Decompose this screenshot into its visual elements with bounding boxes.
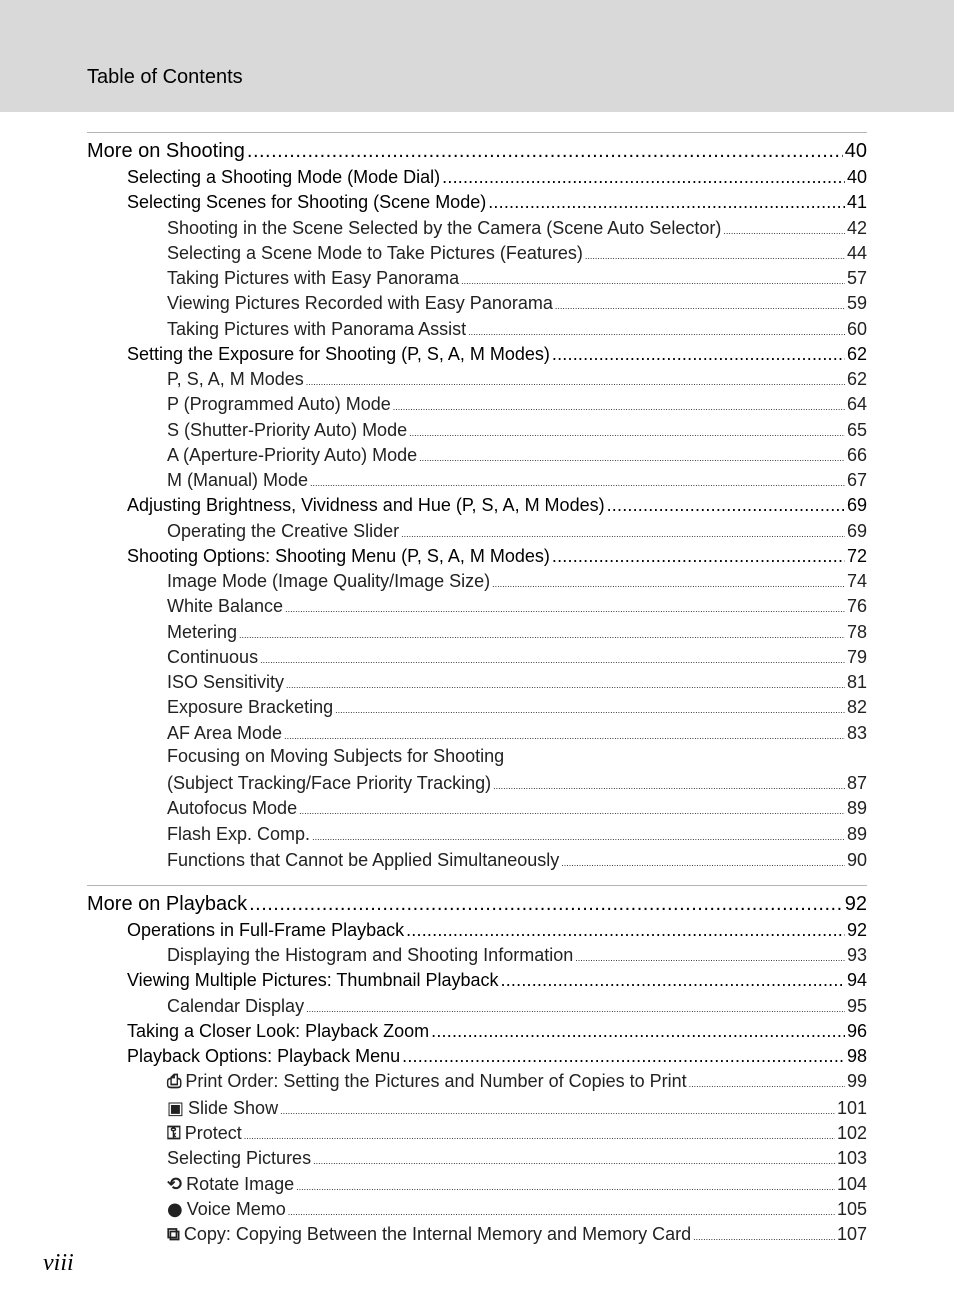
- toc-entry[interactable]: [0, 672, 867, 693]
- toc-entry[interactable]: [0, 1046, 867, 1067]
- toc-entry-text: Selecting Scenes for Shooting (Scene Mode): [127, 192, 487, 212]
- header-title: Table of Contents: [87, 66, 243, 88]
- toc-entry[interactable]: [0, 893, 867, 916]
- toc-page-number: 41: [846, 192, 867, 212]
- toc-page-number: 92: [844, 893, 867, 915]
- toc-entry-text: Continuous: [167, 647, 259, 667]
- toc-entry-title: [167, 996, 304, 1017]
- toc-page-number: 87: [846, 773, 867, 793]
- toc-entry-title: [167, 773, 491, 794]
- toc-entry-title: [167, 369, 304, 390]
- toc-entry-title: [167, 470, 308, 491]
- toc-entry-text: Image Mode (Image Quality/Image Size): [167, 571, 491, 591]
- toc-entry-title: [127, 1046, 400, 1067]
- dot-leader: [442, 167, 845, 188]
- toc-entry-text: Operating the Creative Slider: [167, 521, 400, 541]
- toc-page-number: 66: [846, 445, 867, 465]
- toc-page-number: 94: [846, 970, 867, 990]
- dot-leader: [488, 192, 845, 213]
- toc-page-number: 83: [846, 723, 867, 743]
- toc-entry-text: Selecting a Shooting Mode (Mode Dial): [127, 167, 441, 187]
- toc-page-number: 42: [846, 218, 867, 238]
- toc-entry-text: (Subject Tracking/Face Priority Tracking): [167, 773, 492, 793]
- dot-leader: [431, 1021, 845, 1042]
- toc-entry-text: Viewing Pictures Recorded with Easy Panorama: [167, 293, 553, 313]
- toc-entry-title: [167, 293, 553, 314]
- toc-entry-title: [167, 723, 282, 744]
- dot-leader: [312, 832, 845, 842]
- toc-entry-text: Rotate Image: [186, 1174, 295, 1194]
- dot-leader: [393, 402, 845, 412]
- toc-entry-text: White Balance: [167, 596, 284, 616]
- dot-leader: [693, 1232, 835, 1242]
- section-divider: [87, 132, 867, 133]
- toc-entry-text: Flash Exp. Comp.: [167, 824, 311, 844]
- toc-page-number: 92: [846, 920, 867, 940]
- toc-page-number: 89: [846, 798, 867, 818]
- toc-entry-text: Metering: [167, 622, 238, 642]
- toc-entry[interactable]: [0, 218, 867, 239]
- toc-entry-title: [87, 893, 247, 916]
- toc-entry-text: Selecting a Scene Mode to Take Pictures (Features): [167, 243, 583, 263]
- dot-leader: [285, 604, 845, 614]
- dot-leader: [249, 893, 843, 916]
- toc-entry-title: [167, 445, 417, 466]
- toc-page-number: 104: [836, 1174, 867, 1194]
- toc-entry[interactable]: [0, 546, 867, 567]
- toc-page-number: 105: [836, 1199, 867, 1219]
- toc-entry[interactable]: [0, 369, 867, 390]
- toc-entry[interactable]: [0, 1174, 867, 1195]
- dot-leader: [306, 1004, 845, 1014]
- toc-entry[interactable]: [0, 647, 867, 668]
- toc-entry-text: Taking a Closer Look: Playback Zoom: [127, 1021, 430, 1041]
- toc-entry-title: [167, 697, 333, 718]
- toc-entry[interactable]: [0, 344, 867, 365]
- toc-page-number: 62: [846, 344, 867, 364]
- section-divider: [87, 885, 867, 886]
- toc-entry-text: Copy: Copying Between the Internal Memory and Memory Card: [183, 1224, 692, 1244]
- toc-entry-title: [167, 672, 284, 693]
- toc-entry-title: [167, 824, 310, 845]
- toc-entry[interactable]: [0, 1224, 867, 1245]
- toc-entry-text: A (Aperture-Priority Auto) Mode: [167, 445, 418, 465]
- dot-leader: [239, 630, 845, 640]
- toc-page-number: 107: [836, 1224, 867, 1244]
- toc-entry[interactable]: [0, 773, 867, 794]
- toc-entry[interactable]: [0, 1071, 867, 1092]
- toc-entry-title: [167, 268, 459, 289]
- toc-page-number: 64: [846, 394, 867, 414]
- toc-entry-title: [127, 167, 440, 188]
- toc-entry[interactable]: [0, 824, 867, 845]
- dot-leader: [607, 495, 845, 516]
- toc-entry-text: Playback Options: Playback Menu: [127, 1046, 401, 1066]
- dot-leader: [260, 655, 845, 665]
- toc-page-number: 59: [846, 293, 867, 313]
- toc-entry-title: [127, 920, 404, 941]
- toc-page-number: 40: [844, 140, 867, 162]
- toc-entry-text: Taking Pictures with Panorama Assist: [167, 319, 467, 339]
- toc-entry[interactable]: [0, 996, 867, 1017]
- toc-entry-text: P, S, A, M Modes: [167, 369, 304, 389]
- toc-entry[interactable]: [0, 268, 867, 289]
- toc-entry-text: Adjusting Brightness, Vividness and Hue (P, S, A, M Modes): [127, 495, 605, 515]
- toc-page-number: 96: [846, 1021, 867, 1041]
- dot-leader: [335, 705, 845, 715]
- toc-entry-text: M (Manual) Mode: [167, 470, 309, 490]
- toc-entry[interactable]: [0, 1123, 867, 1144]
- toc-entry[interactable]: [0, 798, 867, 819]
- dot-leader: [561, 858, 845, 868]
- toc-entry[interactable]: [0, 1098, 867, 1119]
- toc-entry-title: [167, 647, 258, 668]
- toc-entry[interactable]: [0, 470, 867, 491]
- dot-leader: [406, 920, 845, 941]
- toc-entry-title: [127, 192, 486, 213]
- toc-entry-text: Calendar Display: [167, 996, 305, 1016]
- dot-leader: [402, 1046, 845, 1067]
- toc-entry-title: [167, 1199, 286, 1220]
- toc-entry-text: Shooting Options: Shooting Menu (P, S, A, M Modes): [127, 546, 550, 566]
- dot-leader: [288, 1207, 835, 1217]
- toc-entry[interactable]: [0, 850, 867, 871]
- toc-entry[interactable]: [0, 495, 867, 516]
- toc-entry-title: [167, 1224, 691, 1245]
- toc-page-number: 98: [846, 1046, 867, 1066]
- toc-page-number: 65: [846, 420, 867, 440]
- toc-page-number: 103: [836, 1148, 867, 1168]
- toc-entry-title: [167, 420, 407, 441]
- toc-entry-title: [127, 495, 605, 516]
- toc-entry-title: [167, 1123, 242, 1144]
- dot-leader: [419, 453, 845, 463]
- slide-show-icon: ▣: [167, 1098, 185, 1119]
- header-band: [0, 0, 954, 112]
- toc-entry-text: S (Shutter-Priority Auto) Mode: [167, 420, 408, 440]
- toc-page-number: 60: [846, 319, 867, 339]
- toc-entry-text: Protect: [184, 1123, 242, 1143]
- dot-leader: [310, 478, 845, 488]
- toc-entry-text: Exposure Bracketing: [167, 697, 334, 717]
- toc-entry[interactable]: [0, 723, 867, 744]
- toc-entry-title: [167, 521, 399, 542]
- toc-entry-title: [167, 945, 573, 966]
- toc-entry[interactable]: [0, 622, 867, 643]
- toc-entry[interactable]: [0, 1199, 867, 1220]
- toc-entry[interactable]: [0, 1148, 867, 1169]
- toc-page-number: 99: [846, 1071, 867, 1091]
- toc-entry-text: Functions that Cannot be Applied Simultaneously: [167, 850, 560, 870]
- toc-entry-text: Slide Show: [188, 1098, 279, 1118]
- toc-page-number: 82: [846, 697, 867, 717]
- toc-entry-text: ISO Sensitivity: [167, 672, 285, 692]
- toc-entry[interactable]: [0, 571, 867, 592]
- toc-entry-title: [167, 319, 466, 340]
- dot-leader: [296, 1182, 835, 1192]
- toc-page-number: 44: [846, 243, 867, 263]
- toc-entry-text: Print Order: Setting the Pictures and Number of Copies to Print: [185, 1071, 687, 1091]
- toc-entry[interactable]: [0, 697, 867, 718]
- toc-entry[interactable]: [0, 970, 867, 991]
- toc-entry-title: [127, 546, 550, 567]
- toc-entry[interactable]: [0, 920, 867, 941]
- toc-entry-text: Setting the Exposure for Shooting (P, S, A, M Modes): [127, 344, 550, 364]
- dot-leader: [280, 1106, 835, 1116]
- toc-entry-title: [127, 344, 550, 365]
- dot-leader: [468, 327, 845, 337]
- toc-entry-text: AF Area Mode: [167, 723, 283, 743]
- dot-leader: [409, 428, 845, 438]
- dot-leader: [306, 377, 845, 387]
- toc-entry-text: Operations in Full-Frame Playback: [127, 920, 405, 940]
- toc-entry-text: Viewing Multiple Pictures: Thumbnail Playback: [127, 970, 499, 990]
- toc-entry-title: Focusing on Moving Subjects for Shooting: [167, 746, 505, 766]
- toc-entry[interactable]: [0, 192, 867, 213]
- toc-page-number: 67: [846, 470, 867, 490]
- toc-entry[interactable]: [0, 167, 867, 188]
- toc-entry[interactable]: [0, 140, 867, 163]
- toc-page-number: 57: [846, 268, 867, 288]
- toc-entry[interactable]: [0, 521, 867, 542]
- dot-leader: [401, 529, 845, 539]
- toc-entry-title: [127, 1021, 429, 1042]
- dot-leader: [299, 806, 845, 816]
- toc-entry-title: [167, 798, 297, 819]
- toc-entry[interactable]: [0, 319, 867, 340]
- dot-leader: [555, 301, 845, 311]
- toc-entry[interactable]: [0, 243, 867, 264]
- dot-leader: [286, 680, 845, 690]
- toc-entry-text: Displaying the Histogram and Shooting Information: [167, 945, 574, 965]
- toc-page-number: 101: [836, 1098, 867, 1118]
- toc-entry-text: More on Shooting: [87, 140, 245, 162]
- toc-page-number: 102: [836, 1123, 867, 1143]
- dot-leader: [244, 1131, 835, 1141]
- toc-page-number: 90: [846, 850, 867, 870]
- dot-leader: [501, 970, 845, 991]
- toc-entry-title: [167, 622, 237, 643]
- toc-page-number: 81: [846, 672, 867, 692]
- page-number: viii: [43, 1250, 74, 1276]
- toc-entry[interactable]: [0, 945, 867, 966]
- key-icon: ⚿: [167, 1123, 181, 1144]
- toc-entry[interactable]: [0, 445, 867, 466]
- dot-leader: [552, 344, 845, 365]
- dot-leader: [313, 1156, 835, 1166]
- toc-page-number: 69: [846, 521, 867, 541]
- toc-entry[interactable]: [0, 420, 867, 441]
- toc-entry-title: [167, 1174, 294, 1195]
- toc-entry-text: P (Programmed Auto) Mode: [167, 394, 391, 414]
- toc-page-number: 74: [846, 571, 867, 591]
- toc-entry-text: Selecting Pictures: [167, 1148, 312, 1168]
- toc-entry-title: [127, 970, 499, 991]
- toc-entry-title: [167, 596, 283, 617]
- toc-entry-title: [167, 1071, 687, 1092]
- dot-leader: [247, 140, 843, 163]
- toc-entry-title: [167, 218, 721, 239]
- toc-page-number: 89: [846, 824, 867, 844]
- print-order-icon: ⎙: [167, 1071, 182, 1092]
- dot-leader: [492, 579, 845, 589]
- toc-page-number: 40: [846, 167, 867, 187]
- toc-page-number: 95: [846, 996, 867, 1016]
- toc-page-number: 93: [846, 945, 867, 965]
- copy-icon: ⧉: [167, 1224, 180, 1245]
- toc-entry-text: Voice Memo: [186, 1199, 286, 1219]
- dot-leader: [461, 276, 845, 286]
- toc-page-number: 69: [846, 495, 867, 515]
- toc-entry-title: [167, 243, 583, 264]
- toc-entry[interactable]: [0, 293, 867, 314]
- toc-entry-text: Autofocus Mode: [167, 798, 298, 818]
- dot-leader: [689, 1079, 845, 1089]
- toc-page-number: 72: [846, 546, 867, 566]
- dot-leader: [575, 953, 845, 963]
- toc-entry-title: [167, 1098, 278, 1119]
- toc-entry-title: [87, 140, 245, 163]
- dot-leader: [552, 546, 845, 567]
- toc-entry-title: [167, 850, 559, 871]
- toc-entry-title: [167, 1148, 311, 1169]
- toc-entry[interactable]: [0, 1021, 867, 1042]
- toc-entry-text: Taking Pictures with Easy Panorama: [167, 268, 460, 288]
- toc-entry[interactable]: [0, 596, 867, 617]
- dot-leader: [284, 731, 845, 741]
- toc-entry-title: [167, 394, 391, 415]
- toc-entry-title: [167, 571, 490, 592]
- toc-page-number: 78: [846, 622, 867, 642]
- microphone-icon: ●: [167, 1199, 183, 1220]
- dot-leader: [493, 781, 845, 791]
- toc-entry[interactable]: [0, 394, 867, 415]
- toc-entry-text: More on Playback: [87, 893, 248, 915]
- toc-page-number: 76: [846, 596, 867, 616]
- toc-page-number: 79: [846, 647, 867, 667]
- toc-entry-text: Shooting in the Scene Selected by the Camera (Scene Auto Selector): [167, 218, 722, 238]
- dot-leader: [585, 251, 845, 261]
- rotate-icon: ⟲: [167, 1174, 183, 1195]
- toc-page-number: 62: [846, 369, 867, 389]
- dot-leader: [723, 226, 845, 236]
